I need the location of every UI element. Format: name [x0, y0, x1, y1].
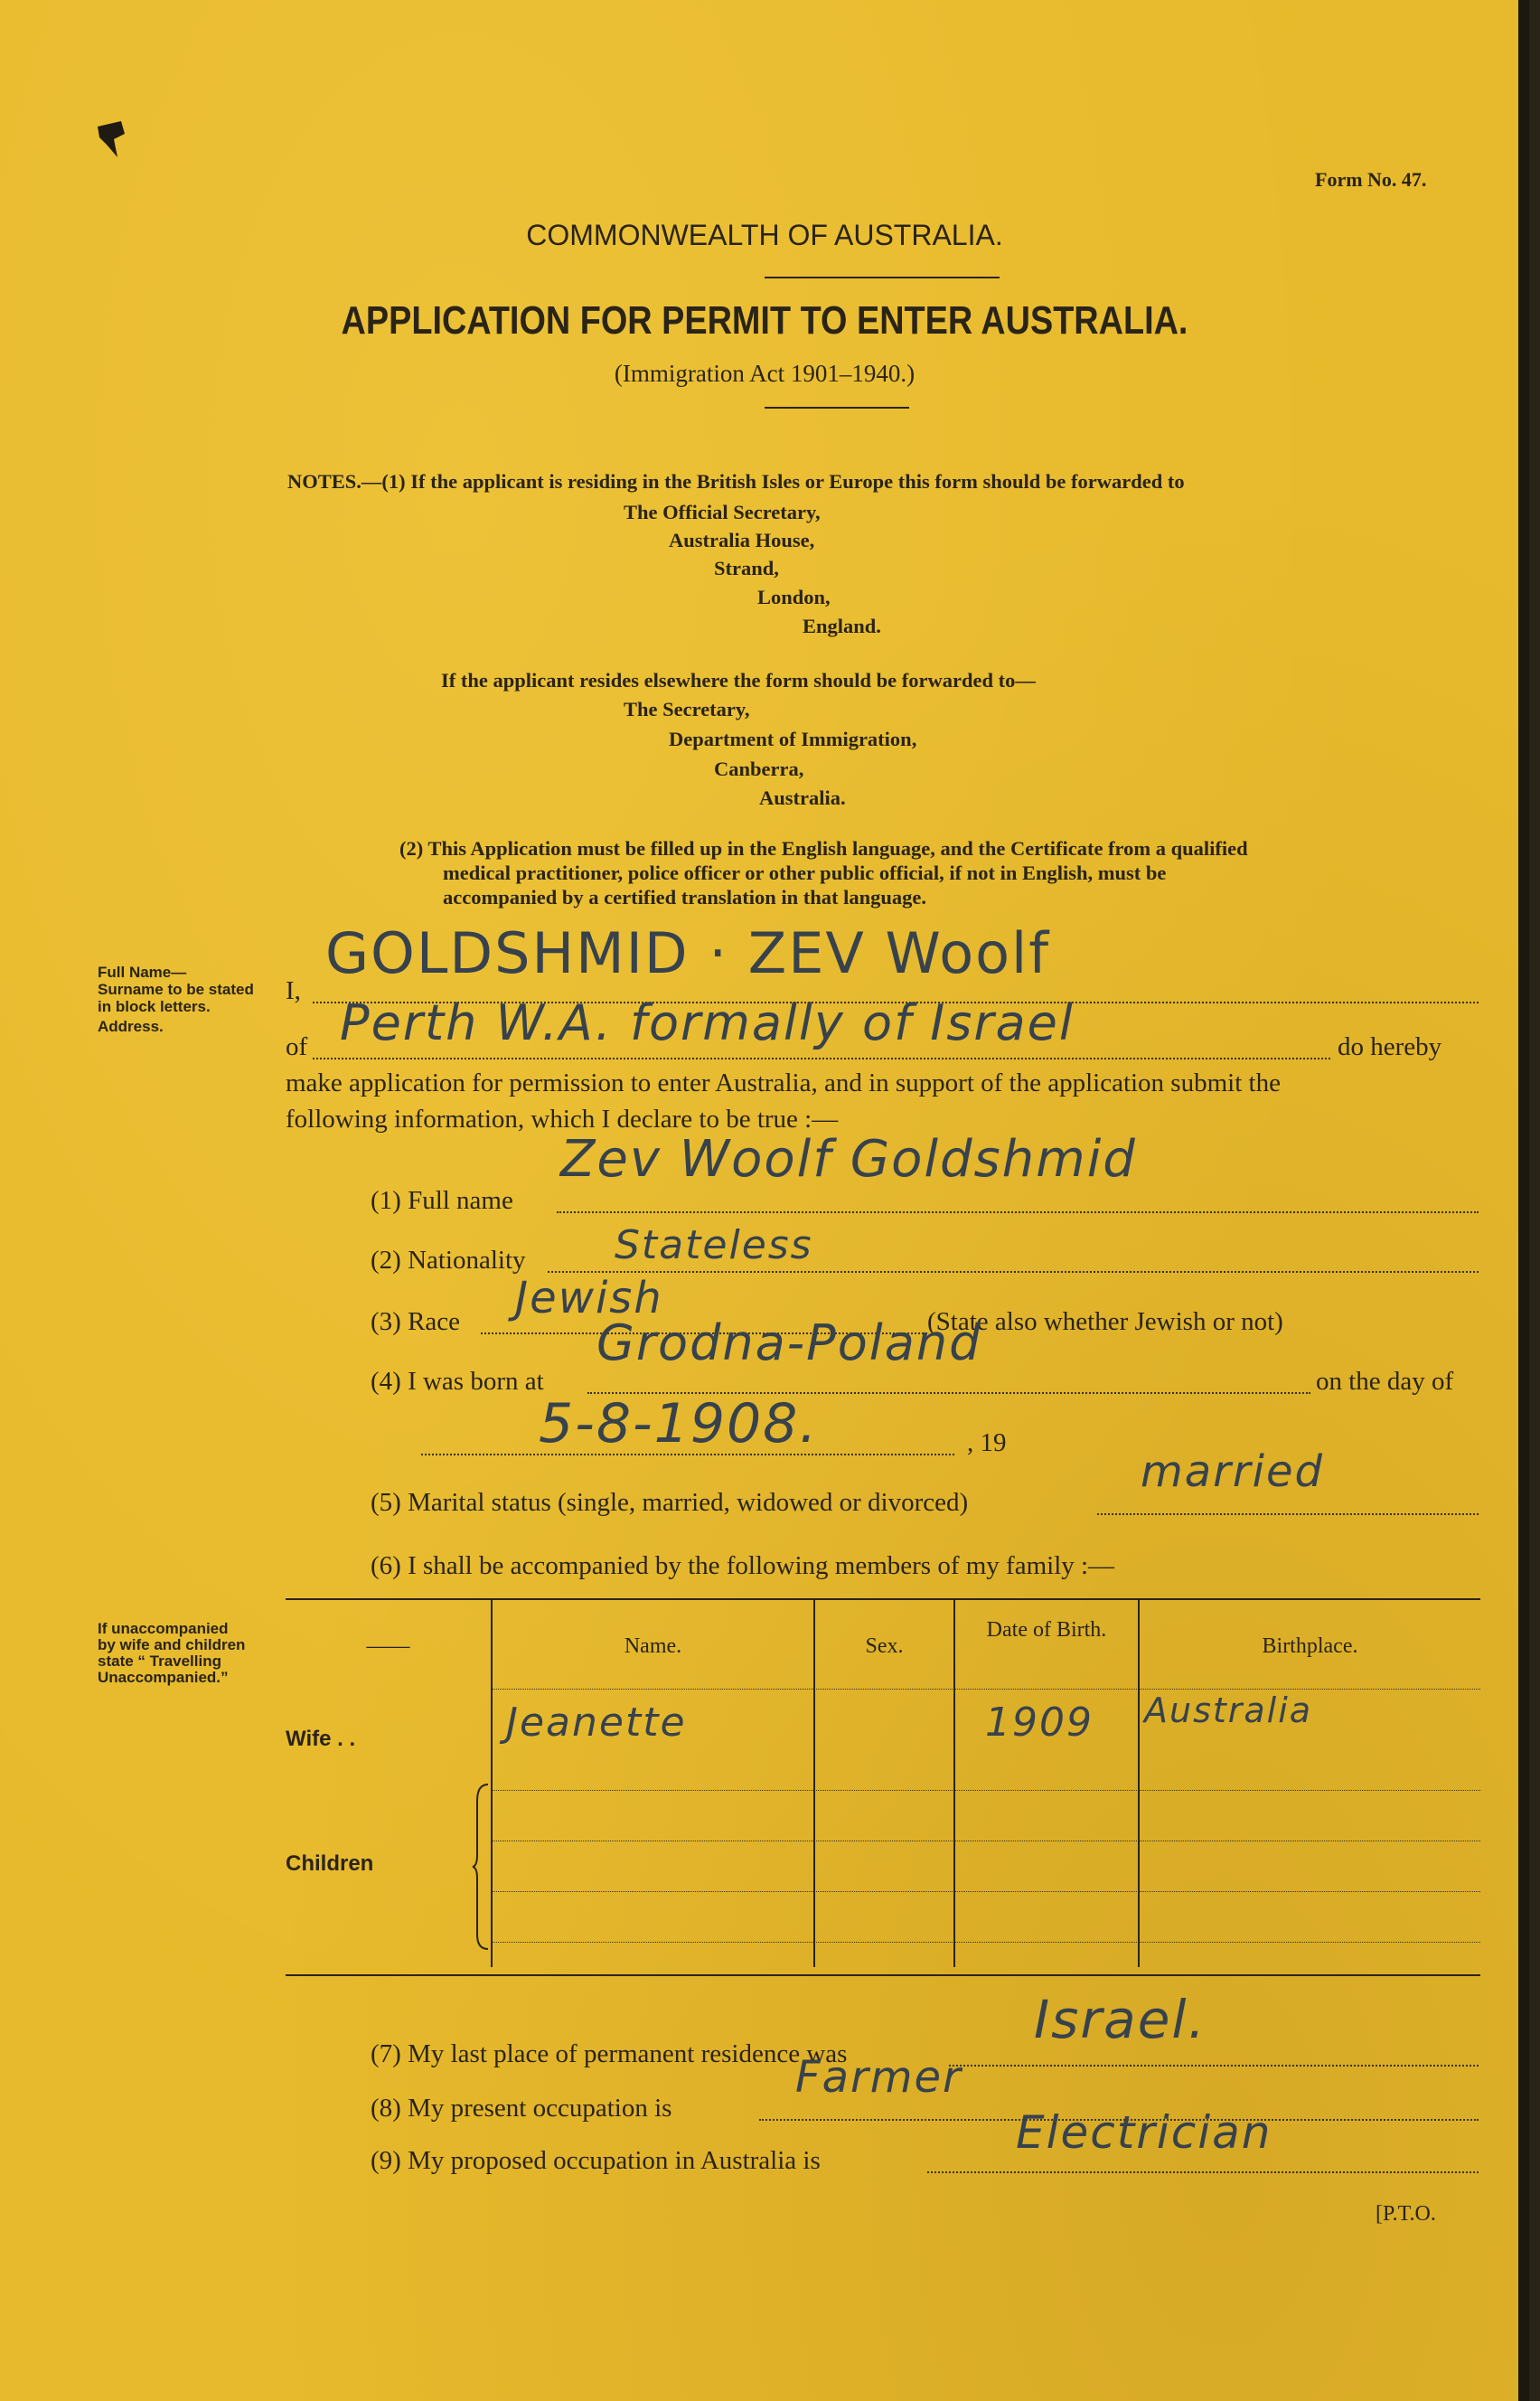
table-header: ——	[366, 1634, 410, 1658]
residence-label: (7) My last place of permanent residence was	[371, 2039, 848, 2068]
note-1-else: If the applicant resides elsewhere the form should be forwarded to—	[441, 669, 1036, 692]
margin-note: Full Name—	[98, 964, 187, 981]
address-line: Australia.	[759, 786, 846, 809]
handwritten-name-block: GOLDSHMID · ZEV Woolf	[325, 920, 1051, 986]
handwritten-race: Jewish	[515, 1273, 663, 1323]
note-2-line: medical practitioner, police officer or other public official, if not in English, must be	[443, 862, 1167, 884]
handwritten-nationality: Stateless	[615, 1222, 813, 1268]
row-label-children: Children	[286, 1851, 374, 1876]
table-row-line	[493, 1689, 1480, 1690]
address-line: Strand,	[714, 557, 779, 579]
margin-note: Address.	[98, 1018, 164, 1035]
field-line	[557, 1211, 1479, 1213]
divider	[765, 277, 1000, 278]
margin-note: If unaccompanied	[98, 1620, 229, 1637]
row-label-wife: Wife . .	[286, 1727, 356, 1751]
table-row-line	[493, 1891, 1480, 1892]
form-title: APPLICATION FOR PERMIT TO ENTER AUSTRALIA.	[341, 298, 1188, 343]
handwritten-wife-birthplace: Australia	[1144, 1690, 1313, 1730]
table-col-divider	[953, 1598, 955, 1967]
table-header: Birthplace.	[1262, 1634, 1358, 1658]
note-2-line: accompanied by a certified translation in that language.	[443, 886, 926, 909]
act-reference: (Immigration Act 1901–1940.)	[614, 360, 916, 387]
margin-note: Surname to be stated	[98, 981, 254, 998]
handwritten-birth-date: 5-8-1908.	[539, 1392, 819, 1455]
handwritten-birthplace: Grodna-Poland	[596, 1314, 982, 1371]
table-bottom-rule	[286, 1974, 1480, 1976]
hereby-text: do hereby	[1338, 1032, 1442, 1061]
margin-note: state “ Travelling	[98, 1652, 221, 1670]
declaration-text: make application for permission to enter Australia, and in support of the application submit the	[286, 1069, 1281, 1097]
handwritten-full-name: Zev Woolf Goldshmid	[560, 1130, 1137, 1189]
year-label: , 19	[967, 1428, 1007, 1457]
i-label: I,	[286, 976, 301, 1005]
birthplace-label: (4) I was born at	[371, 1367, 544, 1396]
occupation-label: (8) My present occupation is	[371, 2094, 672, 2123]
handwritten-occupation: Farmer	[795, 2052, 963, 2103]
table-header: Name.	[624, 1634, 682, 1658]
day-label: on the day of	[1316, 1367, 1454, 1396]
field-line	[1097, 1513, 1479, 1515]
field-line	[927, 2171, 1479, 2173]
table-row-line	[493, 1942, 1480, 1943]
table-header: Date of Birth.	[986, 1618, 1107, 1642]
field-line	[949, 2065, 1479, 2067]
race-label: (3) Race	[371, 1307, 461, 1336]
margin-note: Unaccompanied.”	[98, 1669, 229, 1686]
handwritten-marital: married	[1141, 1446, 1324, 1497]
address-line: Department of Immigration,	[669, 728, 917, 750]
address-line	[313, 1058, 1330, 1059]
form-number: Form No. 47.	[1315, 168, 1427, 191]
note-2-line: (2) This Application must be filled up in the English language, and the Certificate from a qualified	[399, 837, 1248, 860]
address-line: The Official Secretary,	[624, 501, 821, 523]
divider	[765, 407, 909, 409]
race-note: (State also whether Jewish or not)	[927, 1307, 1283, 1336]
country-heading: COMMONWEALTH OF AUSTRALIA.	[526, 219, 1003, 251]
full-name-label: (1) Full name	[371, 1186, 513, 1215]
clip-mark-icon	[94, 118, 130, 161]
family-label: (6) I shall be accompanied by the following members of my family :—	[371, 1551, 1115, 1580]
handwritten-address: Perth W.A. formally of Israel	[340, 994, 1075, 1051]
declaration-text: following information, which I declare to be true :—	[286, 1105, 839, 1134]
handwritten-residence: Israel.	[1034, 1989, 1207, 2050]
marital-label: (5) Marital status (single, married, widowed or divorced)	[371, 1488, 969, 1517]
table-row-line	[493, 1790, 1480, 1791]
of-label: of	[286, 1032, 308, 1061]
nationality-label: (2) Nationality	[371, 1246, 526, 1275]
table-header: Sex.	[865, 1634, 904, 1658]
table-top-rule	[286, 1598, 1480, 1600]
handwritten-wife-birth: 1909	[985, 1700, 1094, 1746]
address-line: The Secretary,	[624, 698, 750, 720]
field-line	[548, 1271, 1479, 1273]
address-line: London,	[757, 586, 831, 608]
handwritten-proposed-occupation: Electrician	[1016, 2106, 1272, 2159]
handwritten-wife-name: Jeanette	[506, 1700, 687, 1746]
note-1: NOTES.—(1) If the applicant is residing in the British Isles or Europe this form should be forwarded to	[287, 470, 1185, 493]
children-brace-icon	[472, 1783, 492, 1951]
address-line: Australia House,	[669, 529, 815, 551]
margin-note: by wife and children	[98, 1636, 246, 1653]
address-line: England.	[803, 615, 881, 637]
proposed-occupation-label: (9) My proposed occupation in Australia is	[371, 2146, 821, 2175]
margin-note: in block letters.	[98, 998, 211, 1015]
address-line: Canberra,	[714, 758, 804, 780]
pto-marker: [P.T.O.	[1376, 2202, 1436, 2226]
